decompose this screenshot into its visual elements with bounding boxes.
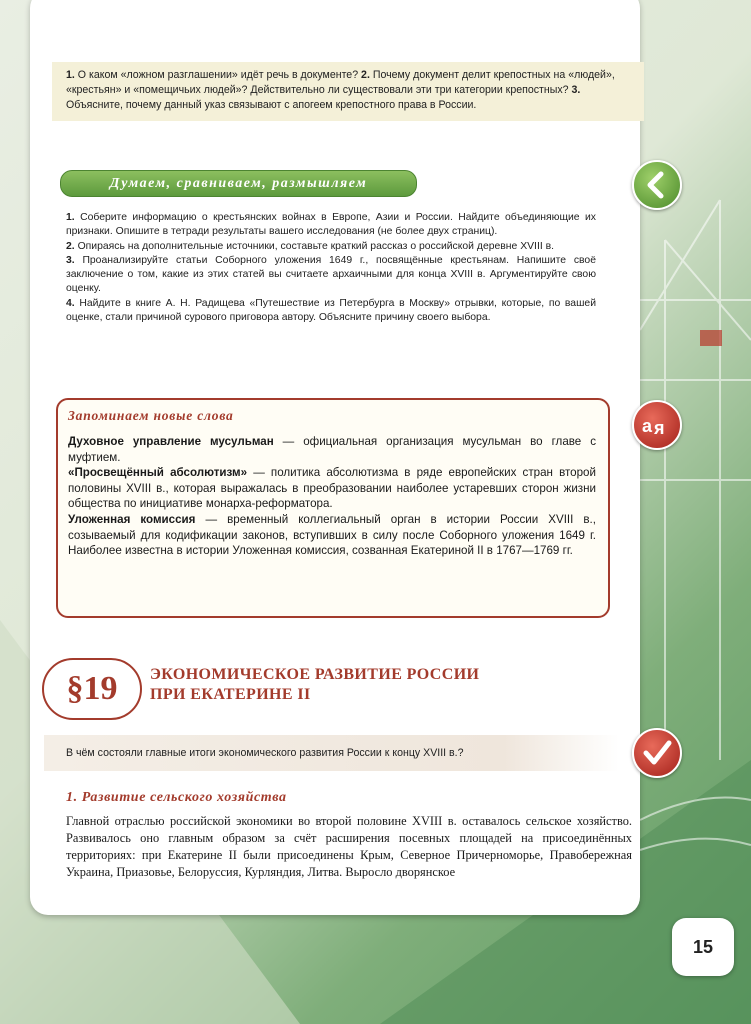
question-number: 2.: [361, 69, 370, 81]
question-number: 1.: [66, 69, 75, 81]
document-questions: [52, 62, 644, 121]
back-arrow-icon[interactable]: [632, 160, 682, 210]
question-text: Почему документ делит крепостных на «людей», «крестьян» и «помещичьих людей»? Действительно ли существовали эти три категории крепостных?: [66, 69, 615, 96]
key-question: В чём состояли главные итоги экономического развития России к концу XVIII в.?: [44, 735, 619, 771]
checkmark-icon[interactable]: [632, 728, 682, 778]
subsection-heading: 1. Развитие сельского хозяйства: [66, 790, 287, 805]
task-item: 3. Проанализируйте статьи Соборного уложения 1649 г., посвящённые крестьянам. Напишите своё заключение о том, какие из этих статей вы считаете архаичными для конца XVIII в. Аргументируйте свою оценку.: [66, 254, 596, 295]
vocabulary-entry: Уложенная комиссия — временный коллегиальный орган в истории России XVIII в., созываемый для кодификации законов, вступивших в силу после Соборного уложения 1649 г. Наиболее известна в истории Уложенная комиссия, созванная Екатериной II в 1767—1769 гг.: [68, 512, 596, 558]
vocabulary-body: [68, 434, 596, 559]
task-item: 4. Найдите в книге А. Н. Радищева «Путешествие из Петербурга в Москву» отрывки, которые, по вашей оценке, стали причиной сурового приговора автору. Объясните причину своего выбора.: [66, 297, 596, 324]
task-item: 2. Опираясь на дополнительные источники, составьте краткий рассказ о российской деревне XVIII в.: [66, 240, 555, 252]
question-text: О каком «ложном разглашении» идёт речь в документе?: [77, 69, 359, 81]
vocabulary-title: Запоминаем новые слова: [68, 408, 234, 423]
vocabulary-entry: Духовное управление мусульман — официальная организация мусульман во главе с муфтием.: [68, 435, 596, 464]
question-text: Объясните, почему данный указ связывают с апогеем крепостного права в России.: [66, 99, 477, 111]
main-paragraph: Главной отраслью российской экономики во второй половине XVIII в. оставалось сельское хозяйство. Развивалось оно главным образом за счёт расширения посевных площадей на присоединённых территориях: при Екатерине II были присоединены Крым, Северное Причерноморье, Правобережная Украина, Приазовье, Белоруссия, Курляндия, Литва. Выросло дворянское: [66, 814, 632, 879]
section-title: ЭКОНОМИЧЕСКОЕ РАЗВИТИЕ РОССИИ ПРИ ЕКАТЕРИНЕ II: [150, 666, 480, 703]
dictionary-icon[interactable]: [632, 400, 682, 450]
vocabulary-box: [56, 398, 610, 618]
svg-text:a: a: [642, 416, 653, 436]
svg-text:я: я: [654, 418, 665, 438]
tasks-list: [66, 211, 596, 325]
page-number: 15: [672, 918, 734, 976]
thinking-section-header: Думаем, сравниваем, размышляем: [60, 170, 417, 197]
vocabulary-entry: «Просвещённый абсолютизм» — политика абсолютизма в ряде европейских стран второй половины XVIII в., которая выражалась в преобразовании наиболее устаревших сторон жизни общества по инициативе монарха-реформатора.: [68, 466, 596, 511]
question-number: 3.: [571, 84, 581, 96]
task-item: 1. Соберите информацию о крестьянских войнах в Европе, Азии и России. Найдите объединяющие их признаки. Опишите в тетради результаты вашего исследования (не более двух страниц).: [66, 212, 596, 238]
section-number-badge: §19: [42, 658, 142, 720]
